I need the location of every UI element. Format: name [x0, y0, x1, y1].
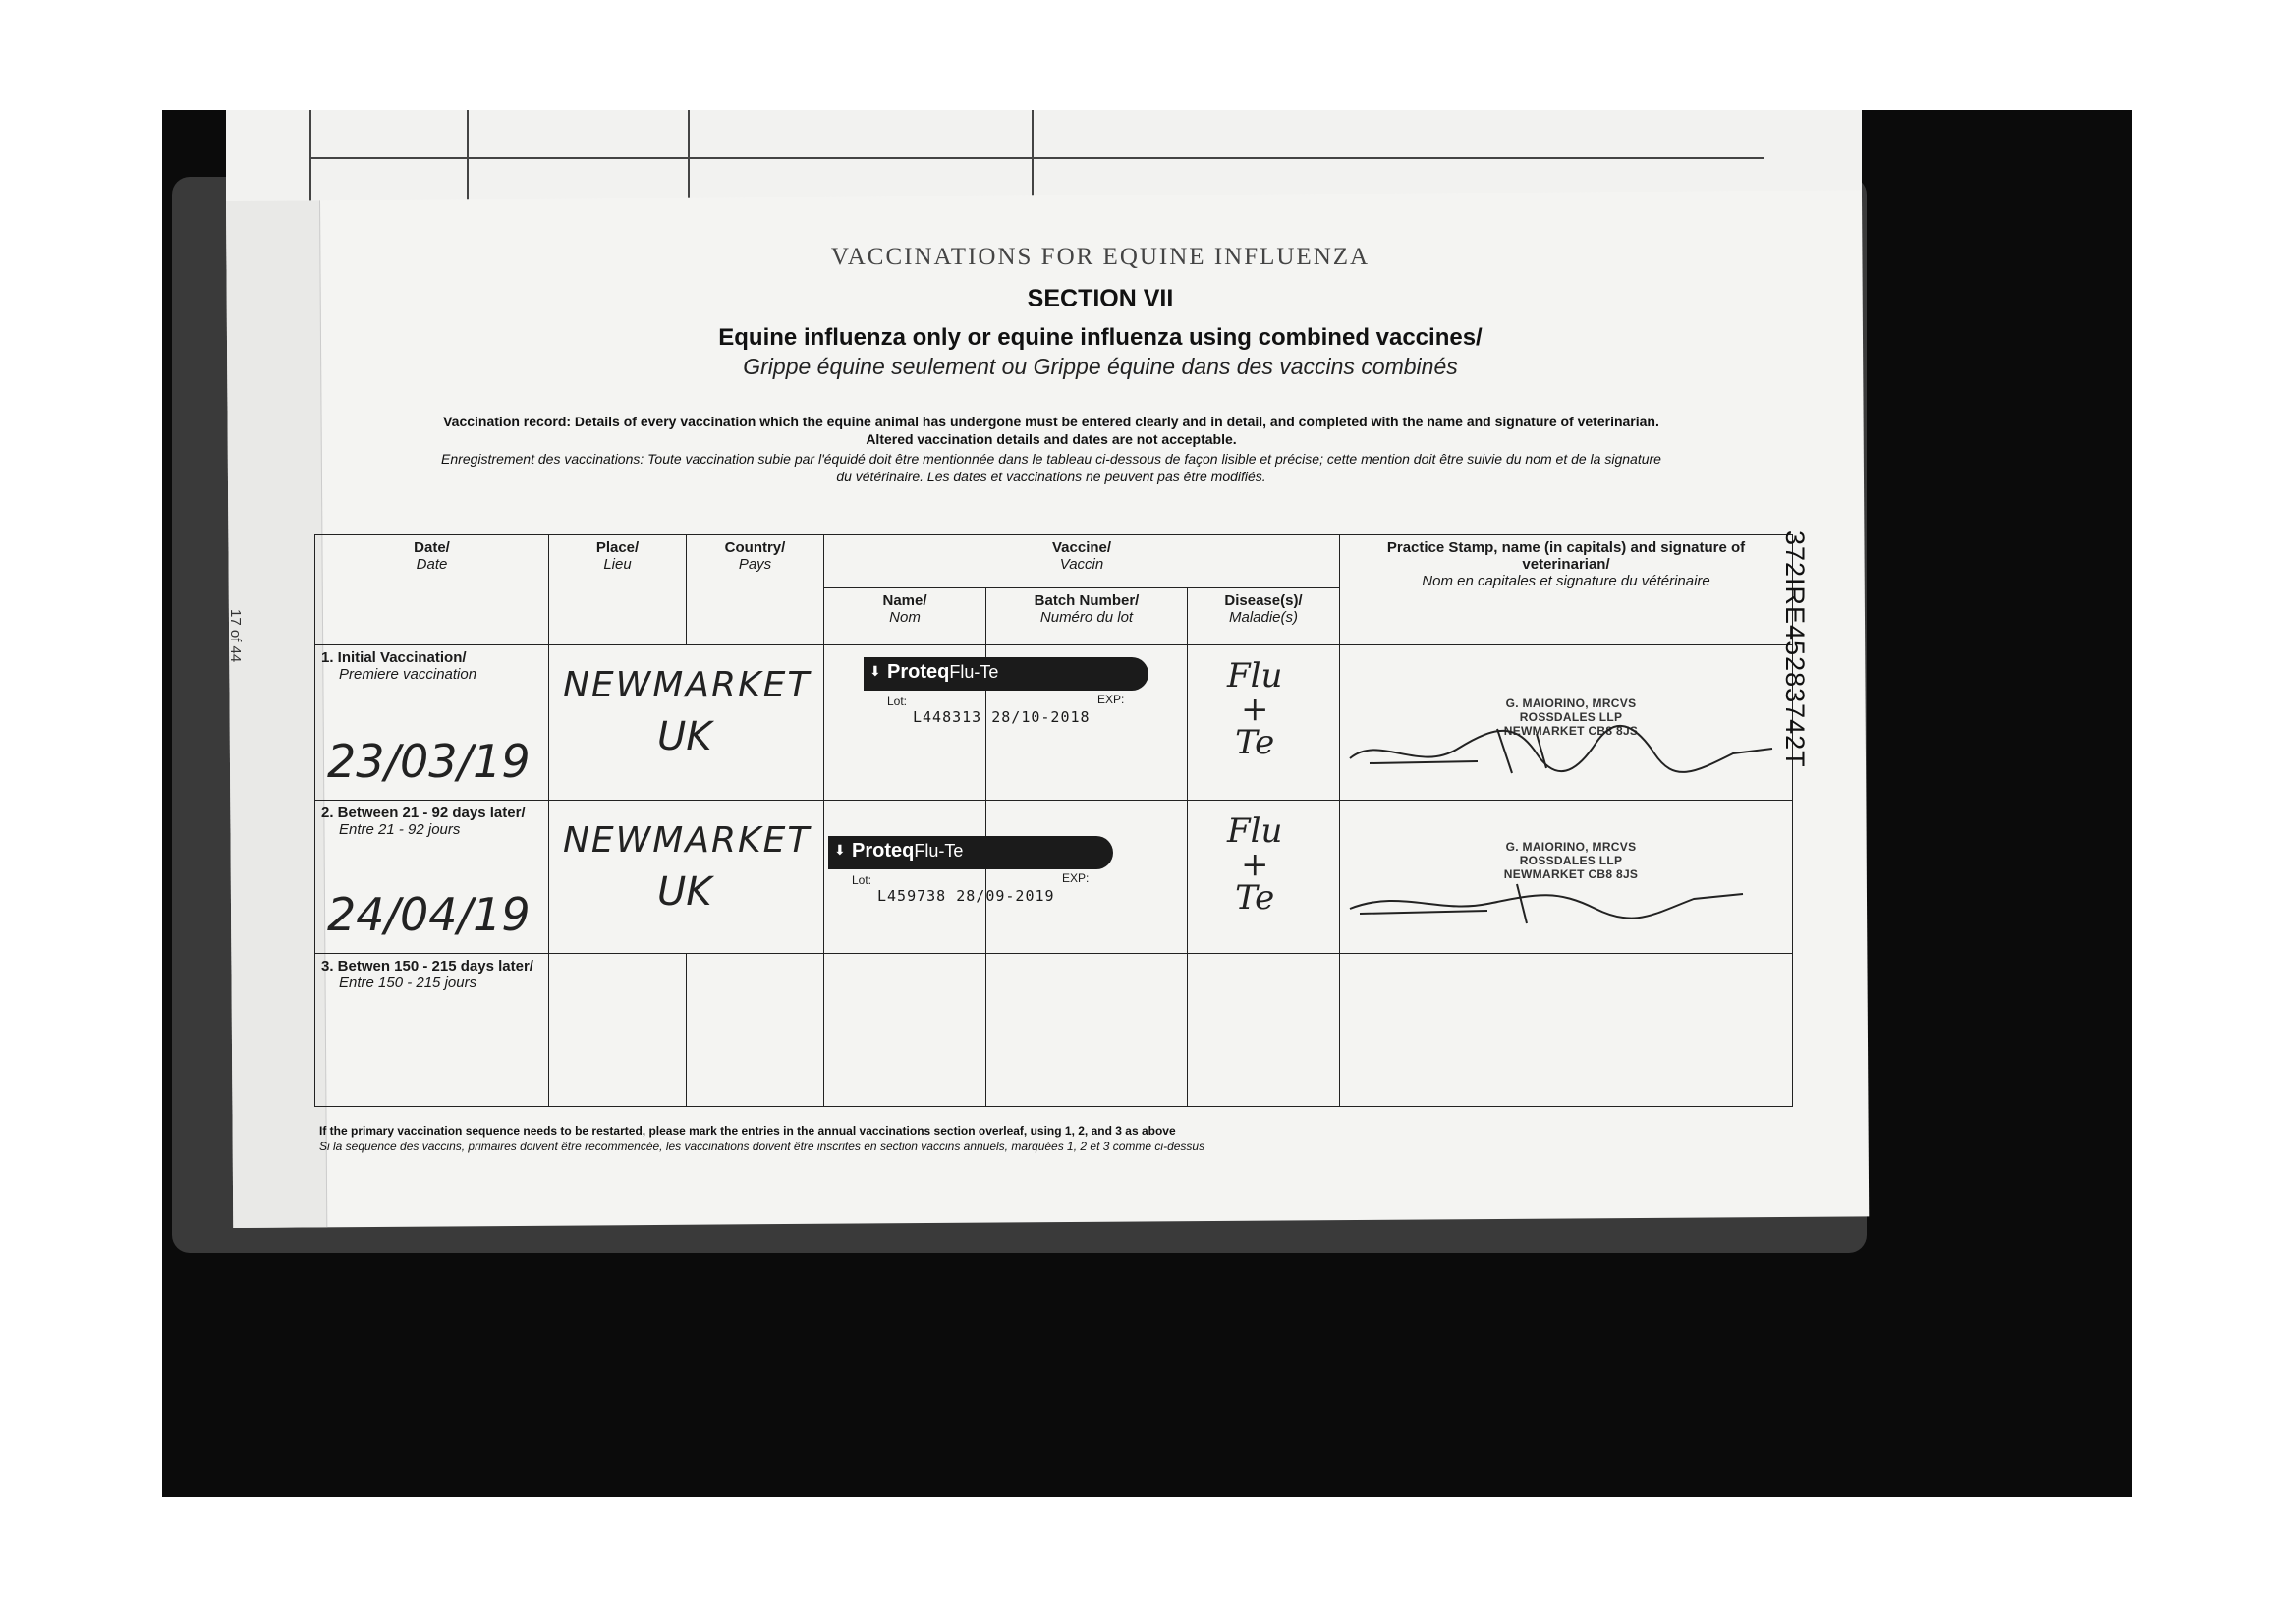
- table-row: [315, 954, 1793, 1107]
- table-row: [315, 801, 1793, 954]
- row-1-country: UK: [657, 714, 712, 759]
- header-date: Date/ Date: [315, 535, 549, 645]
- row-2-label: 2. Between 21 - 92 days later/ Entre 21 - 92 jours: [321, 805, 526, 838]
- vaccine-brand: Proteq: [852, 840, 915, 862]
- vaccine-product: Flu-Te: [949, 662, 999, 682]
- row-3-country-cell: [687, 954, 824, 1107]
- row-2-practice-stamp: G. MAIORINO, MRCVS ROSSDALES LLP NEWMARKET CB8 8JS: [1503, 840, 1639, 881]
- instruction-fr-line-2: du vétérinaire. Les dates et vaccinations ne peuvent pas être modifiés.: [836, 469, 1266, 484]
- row-3-batch-cell: [986, 954, 1188, 1107]
- page-number: 17 of 44: [227, 609, 244, 663]
- row-3-stamp-cell: [1340, 954, 1793, 1107]
- section-heading: SECTION VII: [1027, 285, 1174, 312]
- instruction-en-line-2: Altered vaccination details and dates are not acceptable.: [866, 431, 1237, 447]
- table-row: [315, 645, 1793, 801]
- arrow-down-icon: ⬇: [834, 842, 846, 858]
- row-1-place: NEWMARKET: [563, 665, 812, 705]
- row-2-stamp-cell: [1340, 801, 1793, 954]
- row-1-batch-number: L448313 28/10-2018: [913, 708, 1091, 726]
- row-1-practice-stamp: G. MAIORINO, MRCVS ROSSDALES LLP NEWMARKET CB8 8JS: [1503, 696, 1639, 738]
- row-2-country: UK: [657, 869, 712, 915]
- row-2-place: NEWMARKET: [563, 820, 812, 861]
- row-2-vaccine-name-cell: [824, 801, 1090, 954]
- row-2-disease-cell: [1188, 801, 1340, 954]
- row-2-disease: Flu + Te: [1227, 811, 1283, 918]
- vaccine-product: Flu-Te: [914, 841, 964, 861]
- row-1-vaccine-sticker: [864, 657, 1148, 736]
- row-1-label: 1. Initial Vaccination/ Premiere vaccination: [321, 649, 477, 683]
- instructions-english: [314, 413, 1788, 448]
- vaccine-brand: Proteq: [887, 661, 950, 683]
- row-2-place-country-cell: [549, 801, 824, 954]
- row-2-signature: [1340, 869, 1782, 938]
- row-2-date-cell: [315, 801, 549, 954]
- lot-label: Lot:: [852, 873, 872, 887]
- lot-label: Lot:: [887, 695, 908, 708]
- header-stamp: Practice Stamp, name (in capitals) and signature of veterinarian/ Nom en capitales et signature du vétérinaire: [1340, 535, 1793, 645]
- header-vaccine: Vaccine/ Vaccin: [824, 535, 1340, 588]
- row-3-place-cell: [549, 954, 687, 1107]
- row-3-label: 3. Betwen 150 - 215 days later/ Entre 150 - 215 jours: [321, 958, 533, 991]
- exp-label: EXP:: [1062, 871, 1090, 885]
- row-1-batch-cell: [869, 645, 1188, 801]
- row-2-batch-cell: [986, 801, 1188, 954]
- row-1-signature: [1340, 704, 1782, 783]
- arrow-down-icon: ⬇: [869, 663, 881, 679]
- instructions-french: [314, 450, 1788, 485]
- row-1-disease-cell: [1188, 645, 1340, 801]
- row-1-stamp-cell: [1340, 645, 1793, 801]
- subtitle-french: Grippe équine seulement ou Grippe équine dans des vaccins combinés: [743, 354, 1458, 379]
- row-1-disease: Flu + Te: [1227, 656, 1283, 762]
- row-1-date: 23/03/19: [327, 735, 531, 788]
- row-2-batch-number: L459738 28/09-2019: [877, 887, 1055, 905]
- footer-note-english: If the primary vaccination sequence needs to be restarted, please mark the entries in the annual vaccinations section overleaf, using 1, 2, and 3 as above: [319, 1124, 1176, 1138]
- header-disease: Disease(s)/ Maladie(s): [1188, 588, 1340, 645]
- header-vaccine-name: Name/ Nom: [824, 588, 986, 645]
- row-3-date-cell: [315, 954, 549, 1107]
- header-country: Country/ Pays: [687, 535, 824, 645]
- header-batch-number: Batch Number/ Numéro du lot: [986, 588, 1188, 645]
- passport-id-code: 372IRE45283742T: [1780, 530, 1810, 768]
- row-2-date: 24/04/19: [327, 888, 531, 941]
- exp-label: EXP:: [1097, 693, 1125, 706]
- page-spine: [226, 200, 327, 1228]
- subtitle-english: Equine influenza only or equine influenza using combined vaccines/: [718, 324, 1483, 351]
- vaccination-table: [314, 534, 1793, 1107]
- row-3-vaccine-name-cell: [824, 954, 986, 1107]
- row-1-place-country-cell: [549, 645, 824, 801]
- row-3-disease-cell: [1188, 954, 1340, 1107]
- page-title: VACCINATIONS FOR EQUINE INFLUENZA: [830, 244, 1371, 270]
- row-1-date-cell: [315, 645, 549, 801]
- header-place: Place/ Lieu: [549, 535, 687, 645]
- instruction-en-line-1: Vaccination record: Details of every vaccination which the equine animal has undergone must be entered clearly and in detail, and completed with the name and signature of veterinarian.: [443, 414, 1659, 429]
- instruction-fr-line-1: Enregistrement des vaccinations: Toute vaccination subie par l'équidé doit être mentionnée dans le tableau ci-dessous de façon lisible et précise; cette mention doit être suivie du nom et de la signature: [441, 451, 1661, 467]
- footer-note-french: Si la sequence des vaccins, primaires doivent être recommencée, les vaccinations doivent être inscrites en section vaccins annuels, marquées 1, 2 et 3 comme ci-dessus: [319, 1140, 1205, 1153]
